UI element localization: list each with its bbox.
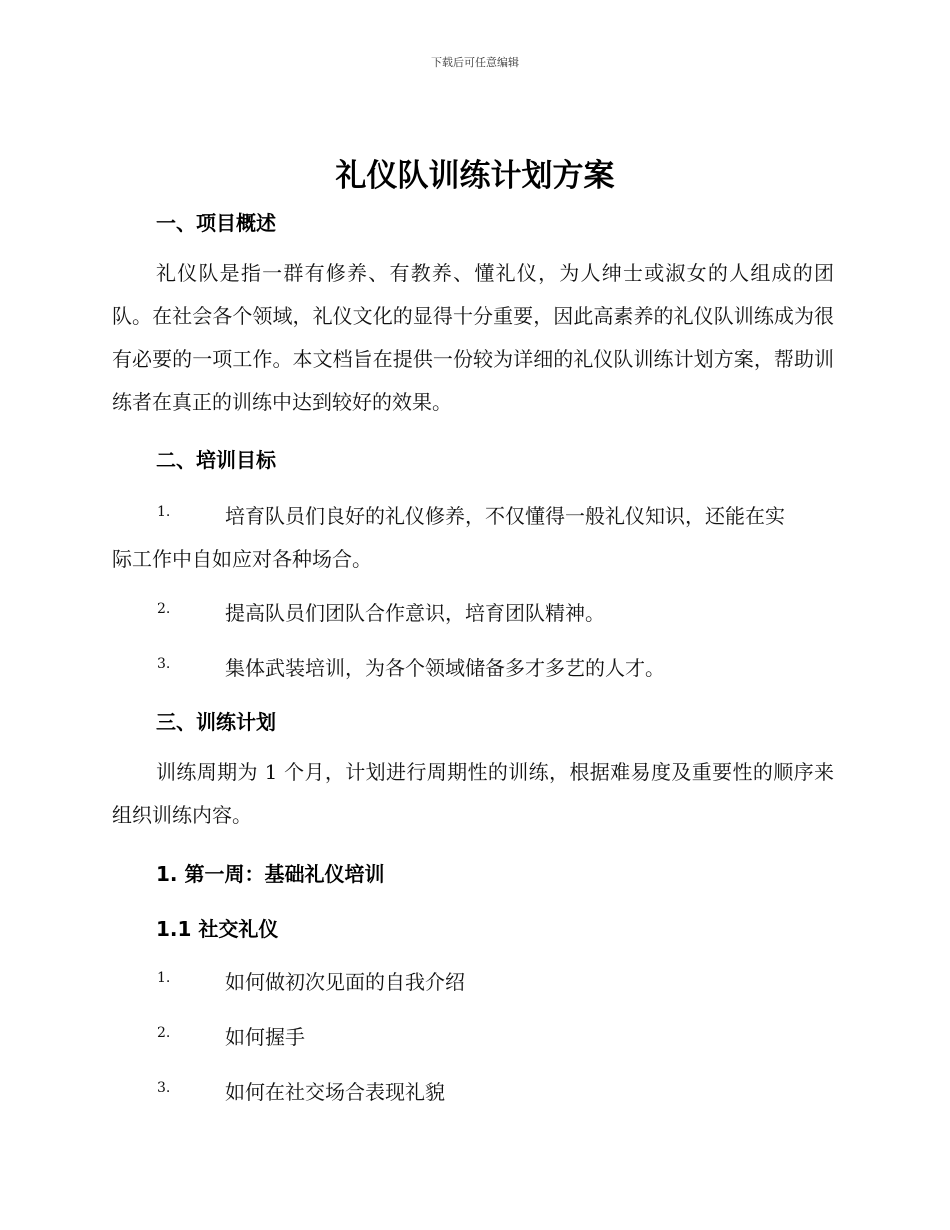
section-heading-goals: 二、培训目标 [156,448,276,472]
list-number: 3. [157,656,171,672]
list-text: 提高队员们团队合作意识，培育团队精神。 [225,601,605,625]
plan-paragraph: 训练周期为 1 个月，计划进行周期性的训练，根据难易度及重要性的顺序来组织训练内容。 [112,760,834,827]
list-text: 集体武装培训，为各个领域储备多才多艺的人才。 [225,656,665,680]
list-text: 如何做初次见面的自我介绍 [225,970,465,994]
social-etiquette-heading: 1.1 社交礼仪 [156,917,279,941]
list-number: 2. [157,1025,171,1041]
list-text-continuation: 际工作中自如应对各种场合。 [112,547,372,571]
list-number: 1. [157,504,171,520]
list-number: 2. [157,601,171,617]
week1-heading: 1. 第一周：基础礼仪培训 [156,862,385,886]
list-text: 培育队员们良好的礼仪修养，不仅懂得一般礼仪知识，还能在实 [225,504,785,528]
list-text: 如何握手 [225,1025,305,1049]
section-heading-plan: 三、训练计划 [156,710,276,734]
overview-paragraph: 礼仪队是指一群有修养、有教养、懂礼仪，为人绅士或淑女的人组成的团队。在社会各个领域，礼仪文化的显得十分重要，因此高素养的礼仪队训练成为很有必要的一项工作。本文档旨在提供一份较为详细的礼仪队训练计划方案，帮助训练者在真正的训练中达到较好的效果。 [112,261,834,414]
header-note: 下载后可任意编辑 [431,56,519,69]
document-title: 礼仪队训练计划方案 [335,158,615,194]
list-number: 3. [157,1080,171,1096]
list-number: 1. [157,970,171,986]
section-heading-overview: 一、项目概述 [156,211,276,235]
list-text: 如何在社交场合表现礼貌 [225,1080,445,1104]
